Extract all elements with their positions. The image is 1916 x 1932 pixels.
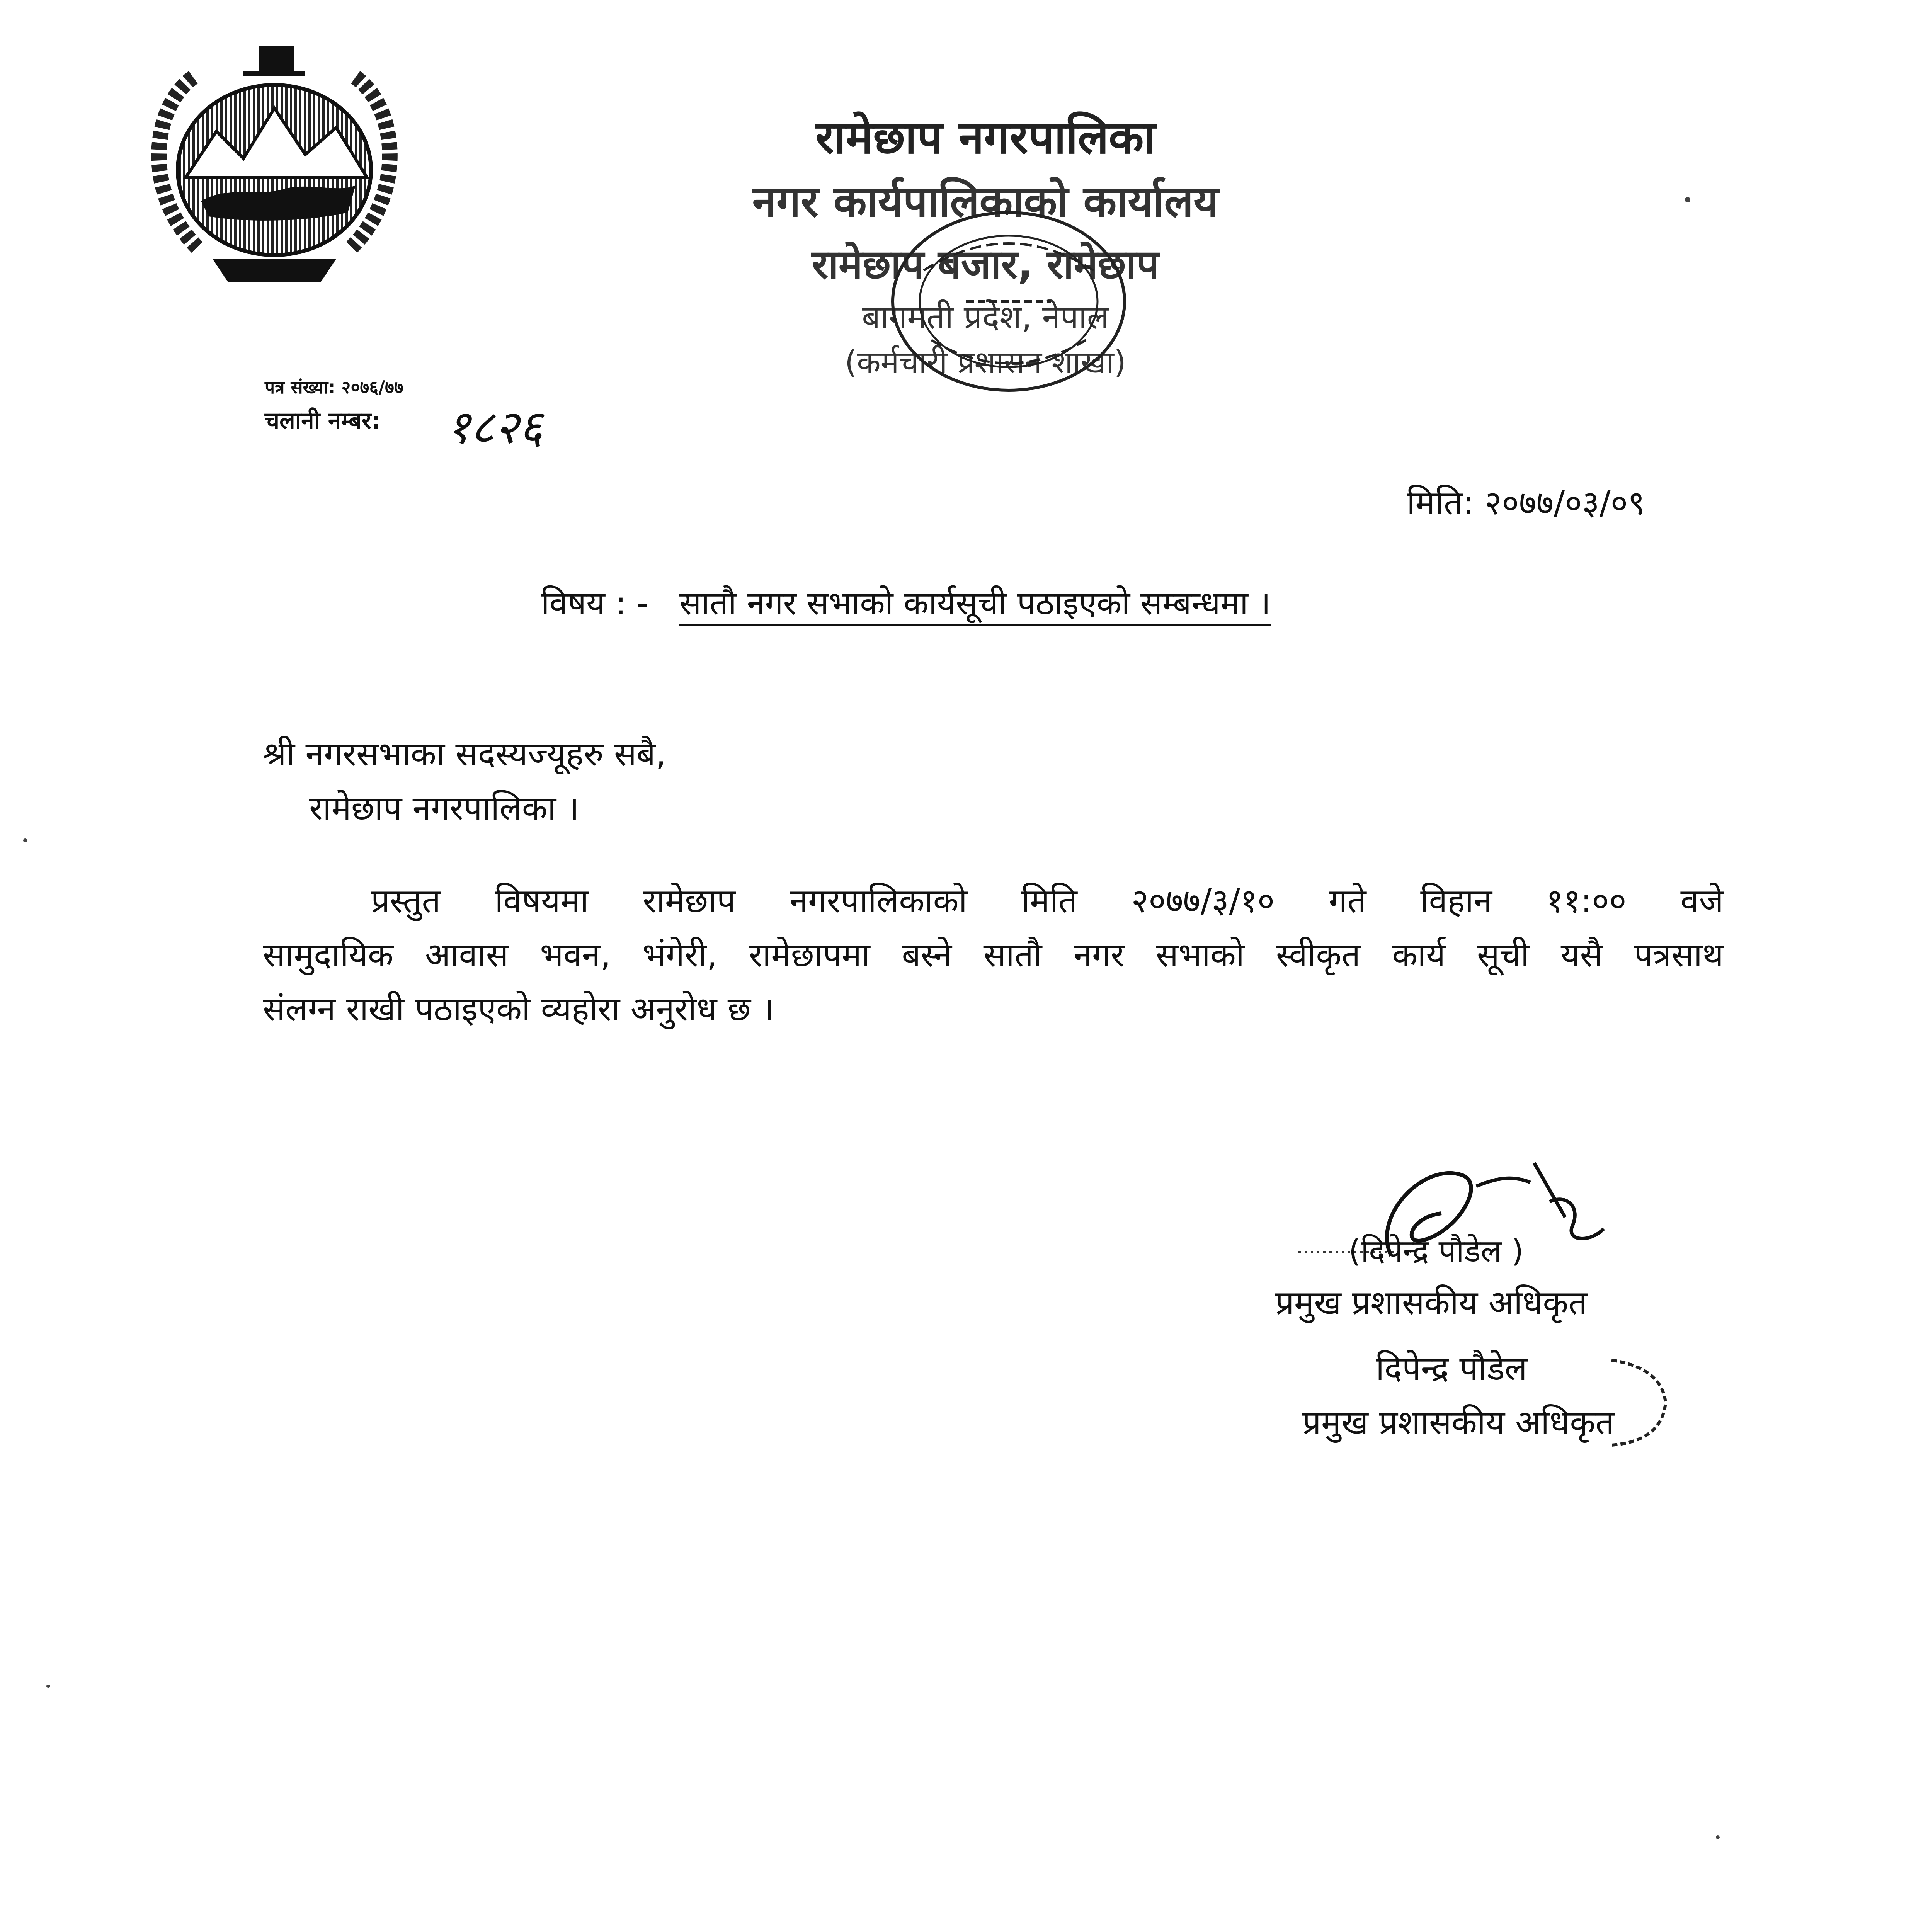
header-line-1: रामेछाप नगरपालिका [815,111,1156,164]
body-word: यसै [1560,936,1603,975]
body-word: गते [1329,882,1366,920]
body-word: २०७७/३/१० [1131,882,1275,920]
body-word: सभाको [1156,936,1245,975]
government-emblem-icon [128,31,421,294]
body-paragraph-line-1 [371,877,1724,922]
body-word: नगरपालिकाको [790,882,967,920]
body-word: मिति [1021,882,1077,920]
body-word: सूची [1477,936,1529,975]
scan-speck [23,838,27,842]
subject-text: सातौ नगर सभाको कार्यसूची पठाइएको सम्बन्धमा । [679,584,1271,626]
name-stamp-title: प्रमुख प्रशासकीय अधिकृत [1302,1403,1615,1442]
header-line-3: रामेछाप बजार, रामेछाप [812,241,1159,288]
body-word: आवास [425,936,509,975]
scan-speck [46,1685,50,1688]
body-word: बस्ने [902,936,952,975]
body-word: सामुदायिक [263,936,393,975]
addressee-line-2: रामेछाप नगरपालिका । [309,789,579,828]
body-word: वजे [1680,882,1724,920]
dispatch-number-value: १८२६ [446,401,543,454]
body-word: भवन, [540,936,611,975]
signatory-name: (दिपेन्द्र पौडेल ) [1349,1233,1524,1269]
scan-speck [1716,1835,1720,1839]
body-word: कार्य [1392,936,1446,975]
body-paragraph-line-2 [263,931,1724,976]
name-stamp-name: दिपेन्द्र पौडेल [1376,1349,1527,1388]
subject-label: विषय : - [541,584,648,622]
signatory-title: प्रमुख प्रशासकीय अधिकृत [1275,1284,1588,1322]
body-word: स्वीकृत [1276,936,1361,975]
addressee-line-1: श्री नगरसभाका सदस्यज्यूहरु सबै, [263,735,666,774]
header-line-2: नगर कार्यपालिकाको कार्यालय [752,177,1219,227]
subject-line [541,580,1271,624]
body-word: पत्रसाथ [1634,936,1724,975]
header-line-5: (कर्मचारी प्रशासन शाखा) [845,344,1126,380]
body-word: सातौ [983,936,1042,975]
dispatch-number-label: चलानी नम्बर: [265,407,381,434]
scan-speck [1685,197,1690,202]
letter-date: मिति: २०७७/०३/०९ [1407,484,1645,522]
body-word: भंगेरी, [642,936,718,975]
header-line-4: बागमती प्रदेश, नेपाल [862,298,1109,336]
letter-number: पत्र संख्या: २०७६/७७ [265,377,403,398]
body-word: रामेछाप [643,882,736,920]
body-word: प्रस्तुत [371,882,441,920]
body-word: रामेछापमा [749,936,870,975]
body-word: विहान [1420,882,1492,920]
body-word: विषयमा [495,882,589,920]
body-word: नगर [1074,936,1125,975]
body-word: ११:०० [1546,882,1627,920]
body-paragraph-line-3: संलग्न राखी पठाइएको व्यहोरा अनुरोध छ । [263,990,774,1029]
name-stamp-bracket [1604,1352,1673,1453]
office-seal-stamp [870,193,1148,410]
